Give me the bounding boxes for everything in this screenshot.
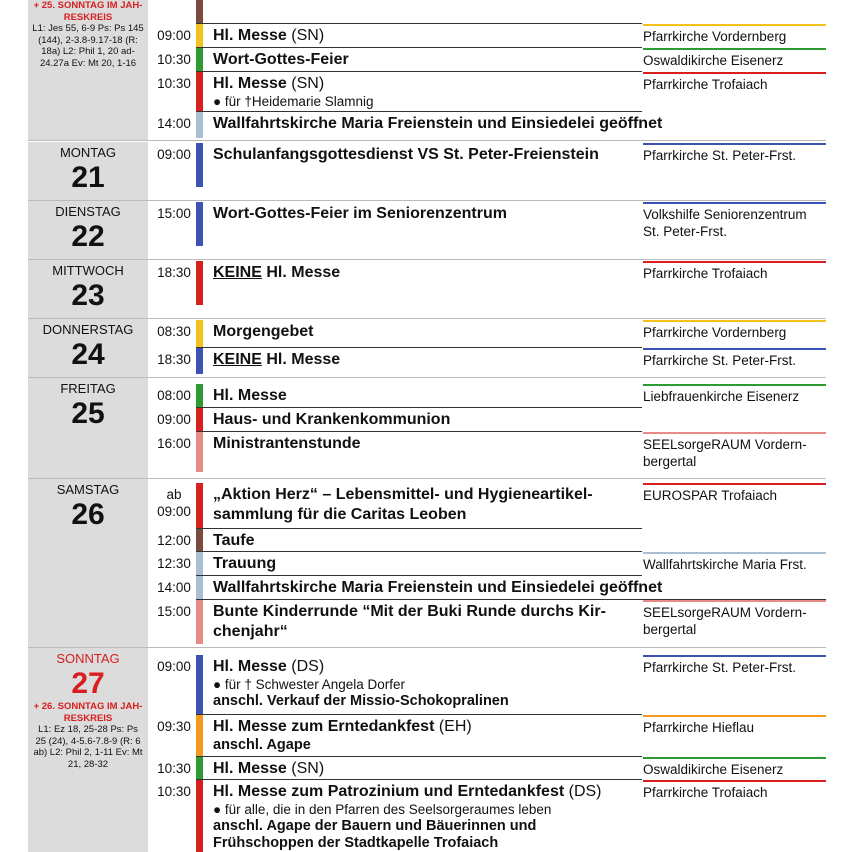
event-color-bar bbox=[196, 72, 203, 112]
event-body bbox=[213, 657, 643, 710]
event-title bbox=[213, 26, 643, 46]
celebrant-code: (SN) bbox=[286, 75, 325, 92]
event-title-emphasis: KEINE bbox=[213, 351, 262, 368]
day-cell bbox=[28, 260, 148, 318]
event-row bbox=[150, 529, 826, 552]
event-title bbox=[213, 114, 823, 134]
day-number: 24 bbox=[71, 338, 105, 371]
event-row bbox=[150, 576, 826, 600]
event-title-text: Hl. Messe bbox=[213, 658, 287, 675]
celebrant-code: (EH) bbox=[434, 718, 472, 735]
event-title-text: Hl. Messe bbox=[261, 351, 341, 368]
event-note: Frühschoppen der Stadtkapelle Trofaiach bbox=[213, 835, 499, 851]
event-row bbox=[150, 261, 826, 305]
event-body bbox=[213, 434, 643, 454]
day-cell bbox=[28, 142, 148, 200]
event-row bbox=[150, 715, 826, 757]
event-detail: ● für alle, die in den Pfarren des Seelsorgeraumes leben bbox=[213, 802, 552, 817]
day-name: MITTWOCH bbox=[52, 263, 124, 278]
sunday-title: + 25. SONNTAG IM JAH-RESKREIS bbox=[33, 0, 143, 23]
location-color-line bbox=[643, 432, 826, 434]
day-number: 22 bbox=[71, 220, 105, 253]
event-title bbox=[213, 145, 643, 165]
event-body bbox=[213, 386, 643, 406]
day-cell bbox=[28, 648, 148, 852]
event-time: 09:00 bbox=[157, 28, 191, 43]
event-time: 09:00 bbox=[157, 659, 191, 674]
event-location: Pfarrkirche Trofaiach bbox=[643, 266, 768, 281]
location-color-line bbox=[643, 384, 826, 386]
event-body bbox=[213, 602, 643, 642]
event-body bbox=[213, 322, 643, 342]
liturgy-note bbox=[28, 701, 148, 770]
location-color-line bbox=[643, 202, 826, 204]
event-row bbox=[150, 202, 826, 246]
event-color-bar bbox=[196, 24, 203, 48]
event-time: 16:00 bbox=[157, 436, 191, 451]
event-row bbox=[150, 780, 826, 852]
event-title-text: Ministrantenstunde bbox=[213, 435, 361, 452]
event-row bbox=[150, 757, 826, 780]
event-location: EUROSPAR Trofaiach bbox=[643, 488, 778, 503]
day-name: SONNTAG bbox=[56, 651, 120, 666]
event-title bbox=[213, 531, 643, 551]
celebrant-code: (SN) bbox=[286, 27, 325, 44]
celebrant-code: (SN) bbox=[286, 760, 325, 777]
event-note: anschl. Agape der Bauern und Bäuerinnen und bbox=[213, 818, 537, 834]
event-row bbox=[150, 24, 826, 48]
event-time: 09:00 bbox=[157, 412, 191, 427]
event-color-bar bbox=[196, 143, 203, 187]
event-title bbox=[213, 434, 643, 454]
day-number: 21 bbox=[71, 161, 105, 194]
event-body bbox=[213, 145, 643, 165]
event-time: 10:30 bbox=[157, 76, 191, 91]
event-location: Pfarrkirche Hieflau bbox=[643, 720, 755, 735]
event-title-text: Haus- und Krankenkommunion bbox=[213, 411, 451, 428]
event-title bbox=[213, 657, 643, 677]
event-body bbox=[213, 485, 643, 525]
location-color-line bbox=[643, 715, 826, 717]
event-note: anschl. Verkauf der Missio-Schokopralinen bbox=[213, 693, 509, 709]
event-body bbox=[213, 263, 643, 283]
event-title bbox=[213, 485, 643, 525]
event-row bbox=[150, 483, 826, 529]
event-title bbox=[213, 350, 643, 370]
event-location: Oswaldikirche Eisenerz bbox=[643, 762, 784, 777]
event-title-text: Hl. Messe zum Erntedankfest bbox=[213, 718, 435, 735]
event-row bbox=[150, 408, 826, 432]
event-title-text: Hl. Messe bbox=[213, 75, 287, 92]
day-name: SAMSTAG bbox=[56, 482, 120, 497]
day-separator bbox=[28, 140, 826, 141]
event-location: Pfarrkirche Vordernberg bbox=[643, 29, 787, 44]
event-location: SEELsorgeRAUM Vordern-bergertal bbox=[643, 437, 807, 469]
event-body bbox=[213, 114, 823, 134]
event-body bbox=[213, 50, 643, 70]
event-body bbox=[213, 350, 643, 370]
event-location: Wallfahrtskirche Maria Frst. bbox=[643, 557, 807, 572]
event-title bbox=[213, 204, 643, 224]
location-color-line bbox=[643, 48, 826, 50]
event-title-text: Hl. Messe bbox=[213, 27, 287, 44]
location-color-line bbox=[643, 72, 826, 74]
location-color-line bbox=[643, 143, 826, 145]
event-time: 10:30 bbox=[157, 761, 191, 776]
location-color-line bbox=[643, 655, 826, 657]
event-color-bar bbox=[196, 48, 203, 72]
event-color-bar bbox=[196, 600, 203, 644]
event-body bbox=[213, 717, 643, 754]
location-color-line bbox=[643, 261, 826, 263]
event-row bbox=[150, 655, 826, 715]
event-title bbox=[213, 782, 643, 802]
celebrant-code: (DS) bbox=[286, 658, 325, 675]
location-color-line bbox=[643, 552, 826, 554]
event-body bbox=[213, 554, 643, 574]
event-row bbox=[150, 48, 826, 72]
event-color-bar bbox=[196, 715, 203, 757]
event-row bbox=[150, 600, 826, 644]
event-time: 08:00 bbox=[157, 388, 191, 403]
event-title bbox=[213, 578, 823, 598]
event-location: Pfarrkirche St. Peter-Frst. bbox=[643, 660, 797, 675]
event-title bbox=[213, 74, 643, 94]
event-color-bar bbox=[196, 576, 203, 600]
event-title-emphasis: KEINE bbox=[213, 264, 262, 281]
day-name: MONTAG bbox=[59, 145, 117, 160]
event-body bbox=[213, 26, 643, 46]
event-time: 12:00 bbox=[157, 533, 191, 548]
event-body bbox=[213, 578, 823, 598]
location-color-line bbox=[643, 24, 826, 26]
event-color-bar bbox=[196, 0, 203, 24]
liturgy-note bbox=[28, 0, 148, 69]
event-row bbox=[150, 320, 826, 348]
event-row bbox=[150, 72, 826, 112]
event-time: 18:30 bbox=[157, 352, 191, 367]
event-title-text: „Aktion Herz“ – Lebensmittel- und Hygieneartikel-sammlung für die Caritas Leoben bbox=[213, 486, 593, 523]
event-location: Pfarrkirche St. Peter-Frst. bbox=[643, 353, 797, 368]
event-title bbox=[213, 322, 643, 342]
event-title-text: Wort-Gottes-Feier bbox=[213, 51, 349, 68]
event-title bbox=[213, 759, 643, 779]
day-cell bbox=[28, 201, 148, 259]
event-location: Liebfrauenkirche Eisenerz bbox=[643, 389, 800, 404]
event-detail: ● für † Schwester Angela Dorfer bbox=[213, 677, 405, 692]
day-cell bbox=[28, 378, 148, 478]
event-color-bar bbox=[196, 483, 203, 529]
day-cell bbox=[28, 319, 148, 377]
event-time: 15:00 bbox=[157, 604, 191, 619]
event-color-bar bbox=[196, 348, 203, 374]
location-color-line bbox=[643, 757, 826, 759]
day-cell bbox=[28, 479, 148, 647]
event-title-text: Trauung bbox=[213, 555, 277, 572]
event-color-bar bbox=[196, 112, 203, 138]
day-number: 23 bbox=[71, 279, 105, 312]
event-body bbox=[213, 759, 643, 779]
event-color-bar bbox=[196, 552, 203, 576]
event-body bbox=[213, 782, 643, 852]
event-title-text: Hl. Messe zum Patrozinium und Erntedankfest bbox=[213, 783, 565, 800]
event-color-bar bbox=[196, 408, 203, 432]
readings: L1: Jes 55, 6-9 Ps: Ps 145 (144), 2-3.8-9.17-18 (R: 18a) L2: Phil 1, 20 ad-24.27a Ev: Mt 20, 1-16 bbox=[32, 23, 144, 69]
event-color-bar bbox=[196, 780, 203, 852]
event-title-text: Schulanfangsgottesdienst VS St. Peter-Freienstein bbox=[213, 146, 599, 163]
event-title bbox=[213, 602, 643, 642]
event-row bbox=[150, 432, 826, 472]
location-color-line bbox=[643, 320, 826, 322]
event-color-bar bbox=[196, 529, 203, 552]
event-time: 09:30 bbox=[157, 719, 191, 734]
event-time: 12:30 bbox=[157, 556, 191, 571]
event-location: SEELsorgeRAUM Vordern-bergertal bbox=[643, 605, 807, 637]
event-color-bar bbox=[196, 384, 203, 408]
event-body bbox=[213, 410, 643, 430]
event-title-text: Bunte Kinderrunde “Mit der Buki Runde durchs Kir-chenjahr“ bbox=[213, 603, 606, 640]
event-title bbox=[213, 554, 643, 574]
event-time: 14:00 bbox=[157, 116, 191, 131]
event-color-bar bbox=[196, 261, 203, 305]
event-time: 10:30 bbox=[157, 52, 191, 67]
event-title-text: Hl. Messe bbox=[213, 387, 287, 404]
day-number: 26 bbox=[71, 498, 105, 531]
event-color-bar bbox=[196, 655, 203, 715]
event-title-text: Hl. Messe bbox=[261, 264, 341, 281]
event-title bbox=[213, 717, 643, 737]
day-name: DONNERSTAG bbox=[42, 322, 134, 337]
location-color-line bbox=[643, 780, 826, 782]
event-time: ab 09:00 bbox=[157, 487, 191, 519]
event-row bbox=[150, 0, 826, 24]
event-title bbox=[213, 386, 643, 406]
event-row bbox=[150, 384, 826, 408]
event-title bbox=[213, 410, 643, 430]
event-time: 18:30 bbox=[157, 265, 191, 280]
event-color-bar bbox=[196, 202, 203, 246]
event-note: anschl. Agape bbox=[213, 737, 311, 753]
event-time: 15:00 bbox=[157, 206, 191, 221]
location-color-line bbox=[643, 600, 826, 602]
event-title-text: Wallfahrtskirche Maria Freienstein und Einsiedelei geöffnet bbox=[213, 115, 663, 132]
event-row bbox=[150, 112, 826, 138]
event-detail: ● für †Heidemarie Slamnig bbox=[213, 94, 374, 109]
location-color-line bbox=[643, 348, 826, 350]
event-location: Oswaldikirche Eisenerz bbox=[643, 53, 784, 68]
readings: L1: Ez 18, 25-28 Ps: Ps 25 (24), 4-5.6-7.8-9 (R: 6 ab) L2: Phil 2, 1-11 Ev: Mt 21, 28-32 bbox=[33, 724, 143, 770]
event-title-text: Hl. Messe bbox=[213, 760, 287, 777]
event-row bbox=[150, 552, 826, 576]
event-time: 10:30 bbox=[157, 784, 191, 799]
event-title bbox=[213, 263, 643, 283]
day-number: 25 bbox=[71, 397, 105, 430]
sunday-title: + 26. SONNTAG IM JAH-RESKREIS bbox=[33, 701, 143, 724]
event-location: Pfarrkirche Vordernberg bbox=[643, 325, 787, 340]
day-name: FREITAG bbox=[60, 381, 116, 396]
event-body bbox=[213, 531, 643, 551]
celebrant-code: (DS) bbox=[564, 783, 602, 800]
event-row bbox=[150, 143, 826, 187]
event-title-text: Taufe bbox=[213, 532, 255, 549]
event-title bbox=[213, 50, 643, 70]
event-title-text: Wort-Gottes-Feier im Seniorenzentrum bbox=[213, 205, 507, 222]
event-location: Pfarrkirche Trofaiach bbox=[643, 77, 768, 92]
event-location: Pfarrkirche Trofaiach bbox=[643, 785, 768, 800]
event-title-text: Morgengebet bbox=[213, 323, 314, 340]
event-title-text: Wallfahrtskirche Maria Freienstein und Einsiedelei geöffnet bbox=[213, 579, 663, 596]
event-time: 09:00 bbox=[157, 147, 191, 162]
day-number: 27 bbox=[71, 667, 105, 700]
location-color-line bbox=[643, 483, 826, 485]
event-row bbox=[150, 348, 826, 374]
event-body bbox=[213, 74, 643, 110]
event-time: 14:00 bbox=[157, 580, 191, 595]
event-time: 08:30 bbox=[157, 324, 191, 339]
event-location: Volkshilfe Seniorenzentrum St. Peter-Frst. bbox=[643, 207, 807, 239]
day-cell bbox=[28, 0, 148, 140]
event-body bbox=[213, 204, 643, 224]
event-color-bar bbox=[196, 432, 203, 472]
day-name: DIENSTAG bbox=[55, 204, 121, 219]
event-color-bar bbox=[196, 757, 203, 780]
event-color-bar bbox=[196, 320, 203, 348]
event-location: Pfarrkirche St. Peter-Frst. bbox=[643, 148, 797, 163]
